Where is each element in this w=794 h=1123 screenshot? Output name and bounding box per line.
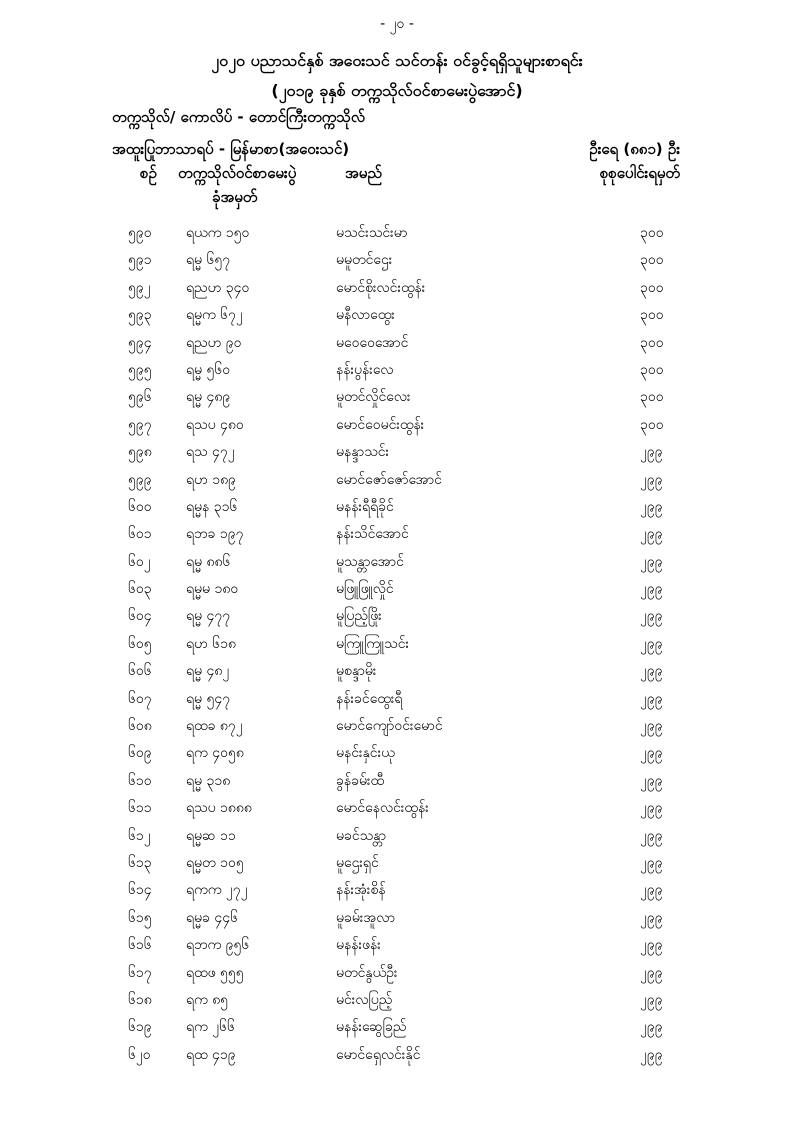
table-row [0,740,794,767]
total-mark: ၂၉၉ [640,745,663,762]
table-row [0,220,794,247]
row-number: ၆၂၀ [128,1046,151,1063]
row-number: ၅၉၃ [128,307,152,324]
roll-number: ရမ္မမ ၁၈၀ [186,581,239,598]
student-name: မူစန္ဒာမိုး [336,663,377,680]
total-mark: ၃၀၀ [640,334,664,351]
document-subtitle: (၂၀၁၉ ခုနှစ် တက္ကသိုလ်ဝင်စာမေးပွဲအောင်) [271,81,523,100]
table-row [0,823,794,850]
total-mark: ၂၉၉ [640,608,663,625]
total-mark: ၃၀၀ [640,416,664,433]
table-row [0,658,794,685]
row-number: ၆၁၀ [128,772,152,789]
roll-number: ရမ္မ ၅၄၇ [186,690,231,707]
roll-number: ရယက ၁၅၀ [186,225,250,241]
roll-number: ရသပ ၄၈၀ [186,416,244,433]
row-number: ၅၉၂ [128,279,151,296]
major-line: အထူးပြုဘာသာရပ် - မြန်မာစာ(အဝေးသင်) [112,140,350,158]
row-number: ၆၀၂ [128,553,151,570]
student-name: မနန်းရီရီခိုင် [336,498,394,515]
roll-number: ရမ္မ ၄၈၂ [186,663,230,680]
total-mark: ၃၀၀ [640,361,664,378]
total-mark: ၂၉၉ [640,444,663,461]
roll-number: ရမ္မ ၄၈၉ [186,389,231,406]
row-number: ၆၀၅ [128,635,152,652]
student-name: မနန်းဆွေခြည် [336,1019,407,1036]
row-number: ၆၁၆ [128,937,152,954]
row-number: ၆၁၅ [128,909,152,926]
total-mark: ၃၀၀ [640,307,664,324]
roll-number: ရမ္မ ၃၁၈ [186,772,231,789]
total-mark: ၂၉၉ [640,909,663,926]
student-name: မောင်ရှေလင်းနိုင် [336,1046,421,1063]
header-roll-sub: ခုံအမှတ် [212,188,258,206]
student-name: မဖြူဖြူလှိုင် [336,581,394,598]
table-row [0,412,794,439]
student-name: မမူတင်ဌေး [336,252,393,269]
header-mark: စုစုပေါင်းရမှတ် [599,164,680,182]
student-name: မောင်နေလင်းထွန်း [336,800,429,817]
student-name: မနင်းနှင်းယု [336,745,395,762]
table-row [0,549,794,576]
table-row [0,439,794,466]
row-number: ၆၀၃ [128,581,152,598]
table-row [0,850,794,877]
roll-number: ရညဟ ၉၀ [186,334,242,351]
total-mark: ၃၀၀ [640,279,664,296]
row-number: ၅၉၀ [128,225,152,241]
table-row [0,330,794,357]
total-mark: ၂၉၉ [640,663,663,680]
roll-number: ရမ္မဆ ၁၁ [186,827,236,844]
row-number: ၆၁၁ [128,800,152,817]
row-number: ၅၉၅ [128,361,152,378]
table-row [0,603,794,630]
row-number: ၅၉၇ [128,416,152,433]
student-name: မင်းလပြည့် [336,991,393,1008]
total-mark: ၂၉၉ [640,718,663,735]
total-mark: ၂၉၉ [640,991,663,1008]
student-name: မောင်ဇော်ဇော်အောင် [336,471,442,488]
table-row [0,960,794,987]
roll-number: ရညဟ ၃၄၀ [186,279,250,296]
results-table [0,220,794,1069]
university-line: တက္ကသိုလ်/ ကောလိပ် - ‌တောင်ကြီးတက္ကသိုလ် [112,108,365,126]
table-row [0,932,794,959]
total-mark: ၂၉၉ [640,690,663,707]
total-mark: ၂၉၉ [640,581,663,598]
row-number: ၆၀၀ [128,498,152,515]
student-name: မောင်ကျော်ဝင်းမောင် [336,718,443,735]
header-name: အမည် [345,164,382,182]
table-row [0,521,794,548]
table-row [0,987,794,1014]
total-mark: ၂၉၉ [640,526,663,543]
row-number: ၆၀၇ [128,690,152,707]
row-number: ၆၁၈ [128,991,152,1008]
table-row [0,467,794,494]
total-mark: ၃၀၀ [640,389,664,406]
table-row [0,247,794,274]
row-number: ၅၉၈ [128,444,152,461]
roll-number: ရဟ ၁၈၉ [186,471,236,488]
roll-number: ရမ္မ ၅၆၀ [186,361,231,378]
student-name: မသင်းသင်းမာ [336,225,408,241]
student-name: နန်းပွန်းလေ [336,361,394,378]
row-number: ၆၁၂ [128,827,151,844]
roll-number: ရကက ၂၇၂ [186,882,248,899]
table-row [0,302,794,329]
student-name: နန်းသိင်အောင် [336,526,409,543]
roll-number: ရမ္မ ၆၅၇ [186,252,231,269]
table-row [0,384,794,411]
table-row [0,1042,794,1069]
roll-number: ရထခ ၈၇၂ [186,718,243,735]
total-mark: ၂၉၉ [640,553,663,570]
table-row [0,576,794,603]
roll-number: ရသပ ၁၈၈၈ [186,800,252,817]
student-name: မောင်စိုးလင်းထွန်း [336,279,426,296]
roll-number: ရက ၄၀၅၈ [186,745,244,762]
total-mark: ၂၉၉ [640,937,663,954]
row-number: ၆၁၃ [128,854,152,871]
document-title: ၂၀၂၀ ပညာသင်နှစ် အဝေးသင် သင်တန်း ဝင်ခွင့်ရရှိသူများစာရင်း [211,51,583,70]
total-mark: ၂၉၉ [640,827,663,844]
roll-number: ရမ္မန ၃၁၆ [186,498,238,515]
count-line: ဦးရေ (၈၈၁) ဦး [589,140,680,158]
page-number: - ၂၀ - [380,16,414,32]
total-mark: ၂၉၉ [640,1046,663,1063]
roll-number: ရမ္မ ၄၇၇ [186,608,231,625]
student-name: မတင်နွယ်ဦး [336,964,398,981]
row-number: ၆၁၄ [128,882,152,899]
student-name: မူခမ်းအူလာ [336,909,396,926]
total-mark: ၂၉၉ [640,882,663,899]
student-name: မနီလာထွေး [336,307,395,324]
total-mark: ၂၉၉ [640,800,663,817]
total-mark: ၃၀၀ [640,252,664,269]
roll-number: ရဘက ၉၅၆ [186,937,250,954]
row-number: ၆၀၁ [128,526,152,543]
student-name: မနန္ဒာသင်း [336,444,390,461]
roll-number: ရထဖ ၅၅၅ [186,964,244,981]
roll-number: ရမ္မက ၆၇၂ [186,307,243,324]
student-name: မူသန္တာအောင် [336,553,404,570]
table-row [0,768,794,795]
roll-number: ရမ္မ ၈၈၆ [186,553,231,570]
total-mark: ၂၉၉ [640,854,663,871]
header-roll: တက္ကသိုလ်ဝင်စာမေးပွဲ [178,164,297,182]
roll-number: ရမ္မတ ၁၀၅ [186,854,244,871]
student-name: နန်းခင်ထွေးရီ [336,690,403,707]
student-name: မခင်သန္တာ [336,827,387,844]
total-mark: ၂၉၉ [640,471,663,488]
student-name: မကြူကြူသင်း [336,635,410,652]
total-mark: ၃၀၀ [640,225,664,241]
total-mark: ၂၉၉ [640,964,663,981]
student-name: ခွန်ခမ်းထီ [336,772,385,789]
roll-number: ရထ ၄၁၉ [186,1046,236,1063]
student-name: မူပြည့်ဖြိုး [336,608,382,625]
row-number: ၆၁၇ [128,964,152,981]
total-mark: ၂၉၉ [640,772,663,789]
row-number: ၅၉၄ [128,334,152,351]
roll-number: ရဟ ၆၁၈ [186,635,236,652]
total-mark: ၂၉၉ [640,1019,663,1036]
student-name: နန်းအုံးစိန် [336,882,386,899]
row-number: ၅၉၁ [128,252,152,269]
row-number: ၅၉၉ [128,471,152,488]
total-mark: ၂၉၉ [640,498,663,515]
roll-number: ရသ ၄၇၂ [186,444,235,461]
table-row [0,713,794,740]
table-row [0,631,794,658]
header-no: စဉ် [140,164,157,182]
roll-number: ရဘခ ၁၉၇ [186,526,244,543]
table-row [0,1014,794,1041]
row-number: ၆၀၄ [128,608,152,625]
row-number: ၆၁၉ [128,1019,152,1036]
table-row [0,686,794,713]
row-number: ၆၀၆ [128,663,152,680]
roll-number: ရမ္မခ ၄၄၆ [186,909,238,926]
table-row [0,905,794,932]
table-row [0,877,794,904]
student-name: မူတင်လှိုင်လေး [336,389,411,406]
table-row [0,275,794,302]
student-name: မူဌေးရှင် [336,854,379,871]
row-number: ၆၀၉ [128,745,152,762]
table-row [0,494,794,521]
total-mark: ၂၉၉ [640,635,663,652]
row-number: ၆၀၈ [128,718,152,735]
table-row [0,357,794,384]
student-name: မနန်းဖန်း [336,937,381,954]
row-number: ၅၉၆ [128,389,152,406]
table-row [0,795,794,822]
roll-number: ရက ၂၆၆ [186,1019,235,1036]
roll-number: ရက ၈၅ [186,991,229,1008]
student-name: မဝေဝေအောင် [336,334,409,351]
student-name: မောင်ဝေမင်းထွန်း [336,416,425,433]
